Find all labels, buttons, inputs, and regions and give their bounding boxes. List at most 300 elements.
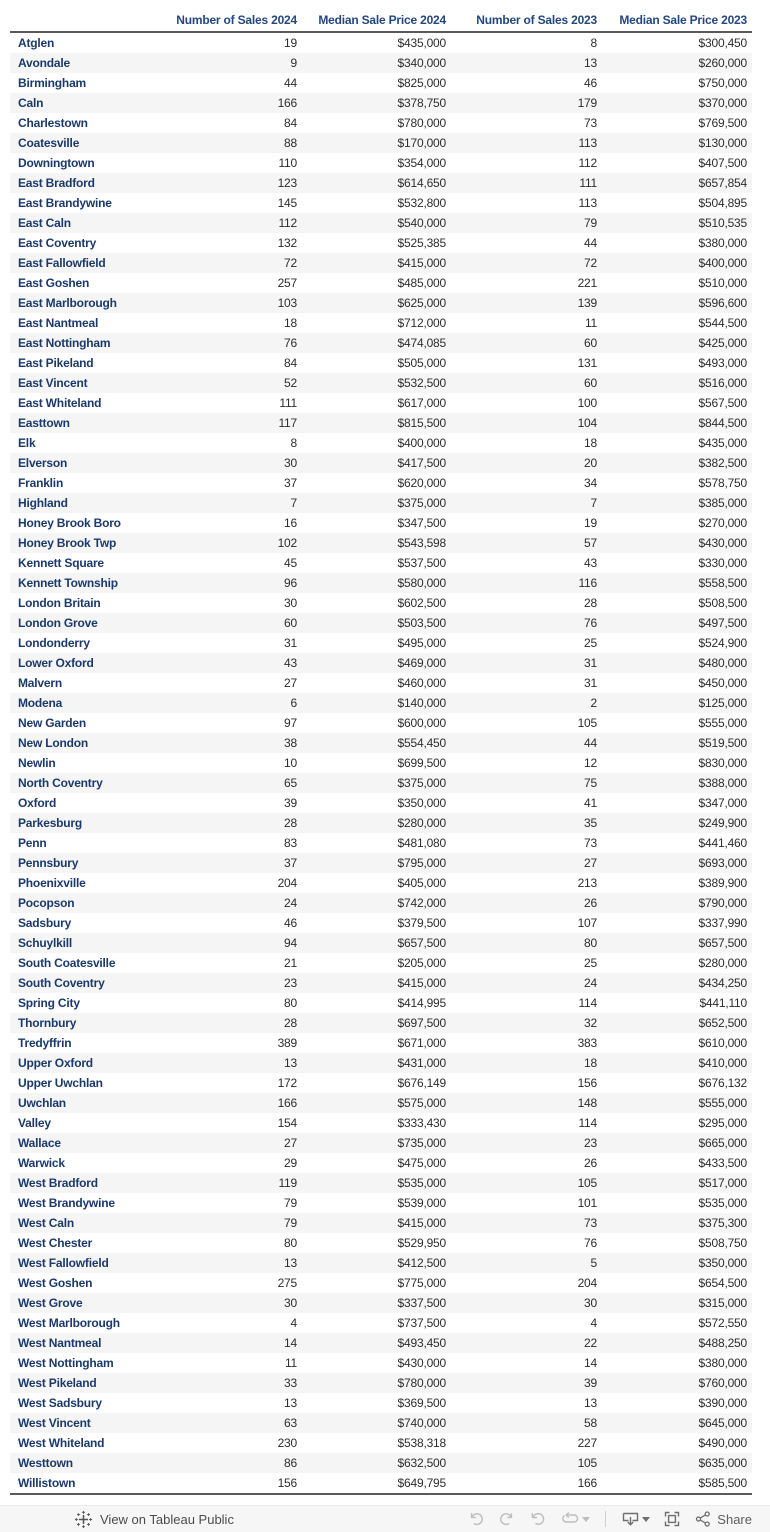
sales-2024-cell[interactable]: 72 [284,256,297,270]
sales-2024-cell[interactable]: 96 [284,576,297,590]
sales-2024-cell[interactable]: 79 [284,1196,297,1210]
sales-2023-cell[interactable]: 73 [584,1216,597,1230]
price-2024-cell[interactable]: $737,500 [397,1316,446,1330]
price-2024-cell[interactable]: $481,080 [397,836,446,850]
sales-2024-cell[interactable]: 111 [279,396,297,410]
sales-2023-cell[interactable]: 148 [577,1096,597,1110]
township-label[interactable]: New Garden [18,716,87,730]
sales-2024-cell[interactable]: 30 [284,456,297,470]
price-2024-cell[interactable]: $540,000 [397,216,446,230]
sales-2023-cell[interactable]: 5 [590,1256,597,1270]
price-2023-cell[interactable]: $657,854 [698,176,747,190]
sales-2023-cell[interactable]: 73 [584,836,597,850]
price-2024-cell[interactable]: $405,000 [397,876,446,890]
sales-2023-cell[interactable]: 112 [578,156,597,170]
sales-2023-cell[interactable]: 4 [590,1316,597,1330]
sales-2024-cell[interactable]: 27 [284,676,297,690]
price-2024-cell[interactable]: $337,500 [397,1296,446,1310]
sales-2024-cell[interactable]: 204 [277,876,297,890]
township-label[interactable]: West Chester [18,1236,93,1250]
price-2023-cell[interactable]: $508,500 [698,596,747,610]
sales-2024-cell[interactable]: 76 [284,336,297,350]
sales-2024-cell[interactable]: 97 [284,716,297,730]
sales-2023-cell[interactable]: 227 [577,1436,597,1450]
township-label[interactable]: Wallace [18,1136,61,1150]
sales-2024-cell[interactable]: 19 [284,36,297,50]
price-2023-cell[interactable]: $645,000 [698,1416,747,1430]
sales-2024-cell[interactable]: 166 [277,1096,297,1110]
price-2024-cell[interactable]: $414,995 [397,996,446,1010]
township-label[interactable]: Sadsbury [18,916,72,930]
township-label[interactable]: East Pikeland [18,356,94,370]
price-2023-cell[interactable]: $769,500 [698,116,747,130]
sales-2023-cell[interactable]: 22 [584,1336,597,1350]
price-2024-cell[interactable]: $825,000 [397,76,446,90]
price-2024-cell[interactable]: $620,000 [397,476,446,490]
price-2023-cell[interactable]: $434,250 [698,976,747,990]
fullscreen-button[interactable] [661,1508,683,1530]
price-2024-cell[interactable]: $475,000 [397,1156,446,1170]
price-2023-cell[interactable]: $435,000 [698,436,747,450]
sales-2024-cell[interactable]: 45 [284,556,297,570]
price-2024-cell[interactable]: $503,500 [397,616,446,630]
price-2024-cell[interactable]: $412,500 [397,1256,446,1270]
price-2024-cell[interactable]: $657,500 [397,936,446,950]
price-2023-cell[interactable]: $370,000 [698,96,747,110]
price-2023-cell[interactable]: $375,300 [698,1216,747,1230]
price-2024-cell[interactable]: $400,000 [397,436,446,450]
township-label[interactable]: Westtown [18,1456,73,1470]
sales-2024-cell[interactable]: 28 [284,1016,297,1030]
price-2023-cell[interactable]: $295,000 [698,1116,747,1130]
sales-2023-cell[interactable]: 107 [577,916,597,930]
township-label[interactable]: Coatesville [18,136,80,150]
sales-2024-cell[interactable]: 24 [284,896,297,910]
sales-2024-cell[interactable]: 38 [284,736,297,750]
price-2023-cell[interactable]: $665,000 [698,1136,747,1150]
price-2023-cell[interactable]: $693,000 [698,856,747,870]
township-label[interactable]: Elverson [18,456,68,470]
sales-2023-cell[interactable]: 101 [577,1196,597,1210]
price-2024-cell[interactable]: $617,000 [397,396,446,410]
sales-2024-cell[interactable]: 80 [284,1236,297,1250]
price-2024-cell[interactable]: $671,000 [397,1036,446,1050]
sales-2023-cell[interactable]: 131 [577,356,597,370]
sales-2023-cell[interactable]: 14 [584,1356,597,1370]
price-2024-cell[interactable]: $780,000 [397,116,446,130]
price-2023-cell[interactable]: $441,110 [699,996,747,1010]
township-label[interactable]: Schuylkill [18,936,73,950]
township-label[interactable]: Modena [18,696,63,710]
price-2023-cell[interactable]: $380,000 [698,236,747,250]
sales-2024-cell[interactable]: 21 [284,956,297,970]
price-2023-cell[interactable]: $510,535 [698,216,747,230]
price-2024-cell[interactable]: $431,000 [397,1056,446,1070]
price-2023-cell[interactable]: $280,000 [698,956,747,970]
township-label[interactable]: Newlin [18,756,56,770]
price-2023-cell[interactable]: $430,000 [698,536,747,550]
sales-2023-cell[interactable]: 34 [584,476,597,490]
price-2023-column-header[interactable]: Median Sale Price 2023 [619,13,747,27]
sales-2023-cell[interactable]: 25 [584,956,597,970]
sales-2023-cell[interactable]: 60 [584,376,597,390]
price-2024-cell[interactable]: $529,950 [397,1236,446,1250]
price-2024-cell[interactable]: $699,500 [397,756,446,770]
price-2023-cell[interactable]: $450,000 [698,676,747,690]
price-2023-cell[interactable]: $585,500 [698,1476,747,1490]
sales-2023-cell[interactable]: 25 [584,636,597,650]
township-label[interactable]: West Pikeland [18,1376,97,1390]
sales-2024-cell[interactable]: 230 [277,1436,297,1450]
sales-2024-cell[interactable]: 84 [284,116,297,130]
sales-2023-cell[interactable]: 35 [584,816,597,830]
sales-2023-cell[interactable]: 23 [584,1136,597,1150]
sales-2023-cell[interactable]: 39 [584,1376,597,1390]
sales-2024-cell[interactable]: 172 [277,1076,297,1090]
sales-2023-cell[interactable]: 60 [584,336,597,350]
price-2024-cell[interactable]: $415,000 [397,1216,446,1230]
price-2023-cell[interactable]: $433,500 [698,1156,747,1170]
sales-2024-cell[interactable]: 80 [284,996,297,1010]
sales-2023-cell[interactable]: 46 [584,76,597,90]
price-2023-cell[interactable]: $130,000 [698,136,747,150]
price-2024-cell[interactable]: $537,500 [397,556,446,570]
price-2024-cell[interactable]: $170,000 [397,136,446,150]
sales-2023-cell[interactable]: 58 [584,1416,597,1430]
price-2024-cell[interactable]: $354,000 [397,156,446,170]
sales-2024-cell[interactable]: 37 [284,856,297,870]
township-label[interactable]: Caln [18,96,44,110]
price-2023-cell[interactable]: $555,000 [698,716,747,730]
price-2023-cell[interactable]: $337,990 [698,916,747,930]
sales-2023-cell[interactable]: 383 [577,1036,597,1050]
revert-button[interactable] [527,1508,549,1530]
price-2023-cell[interactable]: $504,895 [698,196,747,210]
sales-2024-cell[interactable]: 65 [284,776,297,790]
sales-2023-cell[interactable]: 73 [584,116,597,130]
price-2023-cell[interactable]: $567,500 [698,396,747,410]
price-2024-cell[interactable]: $795,000 [397,856,446,870]
price-2024-cell[interactable]: $742,000 [397,896,446,910]
sales-2023-cell[interactable]: 179 [577,96,597,110]
price-2024-cell[interactable]: $614,650 [397,176,446,190]
sales-2024-cell[interactable]: 275 [277,1276,297,1290]
sales-2023-cell[interactable]: 11 [584,316,597,330]
sales-2024-cell[interactable]: 39 [284,796,297,810]
sales-2024-cell[interactable]: 44 [284,76,297,90]
township-label[interactable]: West Vincent [18,1416,91,1430]
sales-2024-column-header[interactable]: Number of Sales 2024 [176,13,297,27]
sales-2024-cell[interactable]: 112 [278,216,297,230]
sales-2024-cell[interactable]: 4 [290,1316,297,1330]
price-2023-cell[interactable]: $555,000 [698,1096,747,1110]
download-button[interactable] [619,1508,652,1530]
sales-2024-cell[interactable]: 110 [278,156,297,170]
sales-2023-cell[interactable]: 100 [577,396,597,410]
price-2024-cell[interactable]: $712,000 [397,316,446,330]
township-label[interactable]: East Marlborough [18,296,117,310]
sales-2024-cell[interactable]: 13 [284,1256,297,1270]
sales-2023-cell[interactable]: 44 [584,236,597,250]
sales-2024-cell[interactable]: 18 [284,316,297,330]
sales-2023-cell[interactable]: 57 [584,536,597,550]
township-label[interactable]: Birmingham [18,76,87,90]
township-label[interactable]: Tredyffrin [18,1036,72,1050]
township-label[interactable]: West Caln [18,1216,74,1230]
township-label[interactable]: East Goshen [18,276,90,290]
sales-2023-cell[interactable]: 13 [584,56,597,70]
sales-2023-cell[interactable]: 104 [577,416,597,430]
township-label[interactable]: Honey Brook Twp [18,536,117,550]
sales-2023-cell[interactable]: 43 [584,556,597,570]
township-label[interactable]: Lower Oxford [18,656,94,670]
sales-2024-cell[interactable]: 257 [277,276,297,290]
price-2023-cell[interactable]: $480,000 [698,656,747,670]
price-2024-cell[interactable]: $474,085 [397,336,446,350]
sales-2024-cell[interactable]: 43 [284,656,297,670]
sales-2023-cell[interactable]: 221 [577,276,597,290]
sales-2023-cell[interactable]: 105 [577,716,597,730]
price-2023-cell[interactable]: $596,600 [698,296,747,310]
price-2023-cell[interactable]: $441,460 [698,836,747,850]
township-label[interactable]: East Brandywine [18,196,112,210]
township-label[interactable]: Atglen [18,36,55,50]
sales-2024-cell[interactable]: 83 [284,836,297,850]
township-label[interactable]: Kennett Square [18,556,104,570]
sales-2023-cell[interactable]: 105 [577,1456,597,1470]
sales-2024-cell[interactable]: 79 [284,1216,297,1230]
sales-2023-cell[interactable]: 28 [584,596,597,610]
sales-2023-cell[interactable]: 26 [584,1156,597,1170]
price-2024-cell[interactable]: $580,000 [397,576,446,590]
sales-2024-cell[interactable]: 30 [284,1296,297,1310]
sales-2023-cell[interactable]: 7 [590,496,597,510]
township-label[interactable]: East Nottingham [18,336,111,350]
price-2023-cell[interactable]: $544,500 [698,316,747,330]
sales-2024-cell[interactable]: 84 [284,356,297,370]
price-2023-cell[interactable]: $493,000 [698,356,747,370]
price-2024-cell[interactable]: $280,000 [397,816,446,830]
price-2023-cell[interactable]: $760,000 [698,1376,747,1390]
township-label[interactable]: Highland [18,496,68,510]
sales-2024-cell[interactable]: 33 [284,1376,297,1390]
township-label[interactable]: East Caln [18,216,71,230]
township-label[interactable]: Thornbury [18,1016,77,1030]
township-label[interactable]: Pocopson [18,896,75,910]
township-label[interactable]: East Coventry [18,236,97,250]
sales-2024-cell[interactable]: 13 [284,1396,297,1410]
price-2023-cell[interactable]: $652,500 [698,1016,747,1030]
township-label[interactable]: West Whiteland [18,1436,105,1450]
township-label[interactable]: West Fallowfield [18,1256,109,1270]
share-button[interactable] [692,1508,754,1530]
price-2023-cell[interactable]: $635,000 [698,1456,747,1470]
sales-2023-cell[interactable]: 111 [579,176,597,190]
price-2024-cell[interactable]: $333,430 [397,1116,446,1130]
price-2023-cell[interactable]: $844,500 [698,416,747,430]
sales-2023-cell[interactable]: 32 [584,1016,597,1030]
price-2023-cell[interactable]: $347,000 [698,796,747,810]
township-label[interactable]: West Marlborough [18,1316,120,1330]
sales-2023-cell[interactable]: 139 [577,296,597,310]
township-label[interactable]: Oxford [18,796,57,810]
sales-2023-cell[interactable]: 8 [590,36,597,50]
township-label[interactable]: Upper Oxford [18,1056,93,1070]
price-2023-cell[interactable]: $407,500 [698,156,747,170]
price-2023-cell[interactable]: $830,000 [698,756,747,770]
township-label[interactable]: London Britain [18,596,101,610]
sales-2023-cell[interactable]: 18 [584,1056,597,1070]
sales-2023-cell[interactable]: 18 [584,436,597,450]
price-2023-cell[interactable]: $410,000 [698,1056,747,1070]
township-label[interactable]: New London [18,736,88,750]
price-2024-cell[interactable]: $740,000 [397,1416,446,1430]
price-2023-cell[interactable]: $330,000 [698,556,747,570]
township-label[interactable]: West Grove [18,1296,83,1310]
sales-2023-cell[interactable]: 76 [584,616,597,630]
township-label[interactable]: Downingtown [18,156,95,170]
price-2023-cell[interactable]: $558,500 [698,576,747,590]
price-2023-cell[interactable]: $350,000 [698,1256,747,1270]
township-label[interactable]: East Bradford [18,176,95,190]
sales-2024-cell[interactable]: 14 [284,1336,297,1350]
price-2023-cell[interactable]: $260,000 [698,56,747,70]
price-2023-cell[interactable]: $750,000 [698,76,747,90]
sales-2024-cell[interactable]: 6 [290,696,297,710]
price-2024-cell[interactable]: $780,000 [397,1376,446,1390]
sales-2024-cell[interactable]: 145 [277,196,297,210]
sales-2024-cell[interactable]: 11 [284,1356,297,1370]
price-2024-cell[interactable]: $602,500 [397,596,446,610]
sales-2024-cell[interactable]: 29 [284,1156,297,1170]
price-2024-cell[interactable]: $375,000 [397,776,446,790]
price-2024-cell[interactable]: $493,450 [397,1336,446,1350]
sales-2024-cell[interactable]: 63 [284,1416,297,1430]
price-2023-cell[interactable]: $425,000 [698,336,747,350]
sales-2023-cell[interactable]: 30 [584,1296,597,1310]
price-2024-cell[interactable]: $539,000 [397,1196,446,1210]
price-2024-cell[interactable]: $632,500 [397,1456,446,1470]
price-2024-cell[interactable]: $815,500 [397,416,446,430]
sales-2024-cell[interactable]: 30 [284,596,297,610]
township-label[interactable]: London Grove [18,616,98,630]
sales-2024-cell[interactable]: 7 [290,496,297,510]
township-label[interactable]: South Coventry [18,976,105,990]
price-2023-cell[interactable]: $300,450 [698,36,747,50]
township-label[interactable]: Franklin [18,476,64,490]
township-label[interactable]: Honey Brook Boro [18,516,121,530]
township-label[interactable]: Willistown [18,1476,76,1490]
sales-2024-cell[interactable]: 166 [277,96,297,110]
price-2023-cell[interactable]: $519,500 [698,736,747,750]
price-2024-cell[interactable]: $375,000 [397,496,446,510]
sales-2024-cell[interactable]: 13 [284,1056,297,1070]
sales-2023-cell[interactable]: 213 [577,876,597,890]
price-2024-cell[interactable]: $735,000 [397,1136,446,1150]
price-2023-cell[interactable]: $385,000 [698,496,747,510]
sales-2023-cell[interactable]: 20 [584,456,597,470]
price-2024-cell[interactable]: $205,000 [397,956,446,970]
township-label[interactable]: Londonderry [18,636,90,650]
sales-2023-cell[interactable]: 75 [584,776,597,790]
township-label[interactable]: Easttown [18,416,70,430]
price-2023-cell[interactable]: $676,132 [698,1076,747,1090]
price-2024-cell[interactable]: $369,500 [397,1396,446,1410]
sales-2024-cell[interactable]: 154 [277,1116,297,1130]
township-label[interactable]: East Vincent [18,376,88,390]
sales-2024-cell[interactable]: 16 [284,516,297,530]
township-label[interactable]: Avondale [18,56,70,70]
price-2023-cell[interactable]: $572,550 [698,1316,747,1330]
price-2023-cell[interactable]: $249,900 [698,816,747,830]
sales-2023-cell[interactable]: 166 [577,1476,597,1490]
sales-2024-cell[interactable]: 27 [284,1136,297,1150]
sales-2024-cell[interactable]: 88 [284,136,297,150]
sales-2023-cell[interactable]: 44 [584,736,597,750]
township-label[interactable]: Parkesburg [18,816,83,830]
township-label[interactable]: Kennett Township [18,576,118,590]
sales-2024-cell[interactable]: 8 [290,436,297,450]
price-2023-cell[interactable]: $510,000 [698,276,747,290]
price-2024-cell[interactable]: $415,000 [397,976,446,990]
price-2024-cell[interactable]: $415,000 [397,256,446,270]
price-2023-cell[interactable]: $657,500 [698,936,747,950]
township-label[interactable]: Elk [18,436,36,450]
sales-2024-cell[interactable]: 60 [284,616,297,630]
township-label[interactable]: West Nantmeal [18,1336,102,1350]
price-2023-cell[interactable]: $516,000 [698,376,747,390]
price-2023-cell[interactable]: $488,250 [698,1336,747,1350]
sales-2023-cell[interactable]: 13 [584,1396,597,1410]
sales-2024-cell[interactable]: 119 [278,1176,297,1190]
price-2024-cell[interactable]: $697,500 [397,1016,446,1030]
sales-2023-cell[interactable]: 156 [577,1076,597,1090]
price-2023-cell[interactable]: $388,000 [698,776,747,790]
sales-2024-cell[interactable]: 117 [278,416,297,430]
township-label[interactable]: Charlestown [18,116,88,130]
sales-2023-cell[interactable]: 204 [577,1276,597,1290]
sales-2023-cell[interactable]: 105 [577,1176,597,1190]
sales-2023-cell[interactable]: 113 [578,136,597,150]
price-2024-cell[interactable]: $535,000 [397,1176,446,1190]
sales-2023-cell[interactable]: 12 [584,756,597,770]
township-label[interactable]: West Bradford [18,1176,98,1190]
sales-2024-cell[interactable]: 52 [284,376,297,390]
township-label[interactable]: West Goshen [18,1276,93,1290]
sales-2023-cell[interactable]: 24 [584,976,597,990]
price-2024-cell[interactable]: $347,500 [397,516,446,530]
price-2024-cell[interactable]: $538,318 [397,1436,446,1450]
price-2024-cell[interactable]: $525,385 [397,236,446,250]
sales-2023-cell[interactable]: 116 [578,576,597,590]
sales-2023-cell[interactable]: 114 [578,1116,597,1130]
sales-2024-cell[interactable]: 37 [284,476,297,490]
sales-2024-cell[interactable]: 31 [284,636,297,650]
price-2024-cell[interactable]: $532,500 [397,376,446,390]
sales-2024-cell[interactable]: 28 [284,816,297,830]
price-2024-cell[interactable]: $340,000 [397,56,446,70]
sales-2023-cell[interactable]: 113 [578,196,597,210]
price-2024-cell[interactable]: $505,000 [397,356,446,370]
price-2023-cell[interactable]: $400,000 [698,256,747,270]
price-2023-cell[interactable]: $125,000 [698,696,747,710]
sales-2023-cell[interactable]: 26 [584,896,597,910]
price-2024-cell[interactable]: $600,000 [397,716,446,730]
township-label[interactable]: West Sadsbury [18,1396,102,1410]
township-label[interactable]: North Coventry [18,776,103,790]
price-2023-cell[interactable]: $389,900 [698,876,747,890]
sales-2024-cell[interactable]: 123 [277,176,297,190]
